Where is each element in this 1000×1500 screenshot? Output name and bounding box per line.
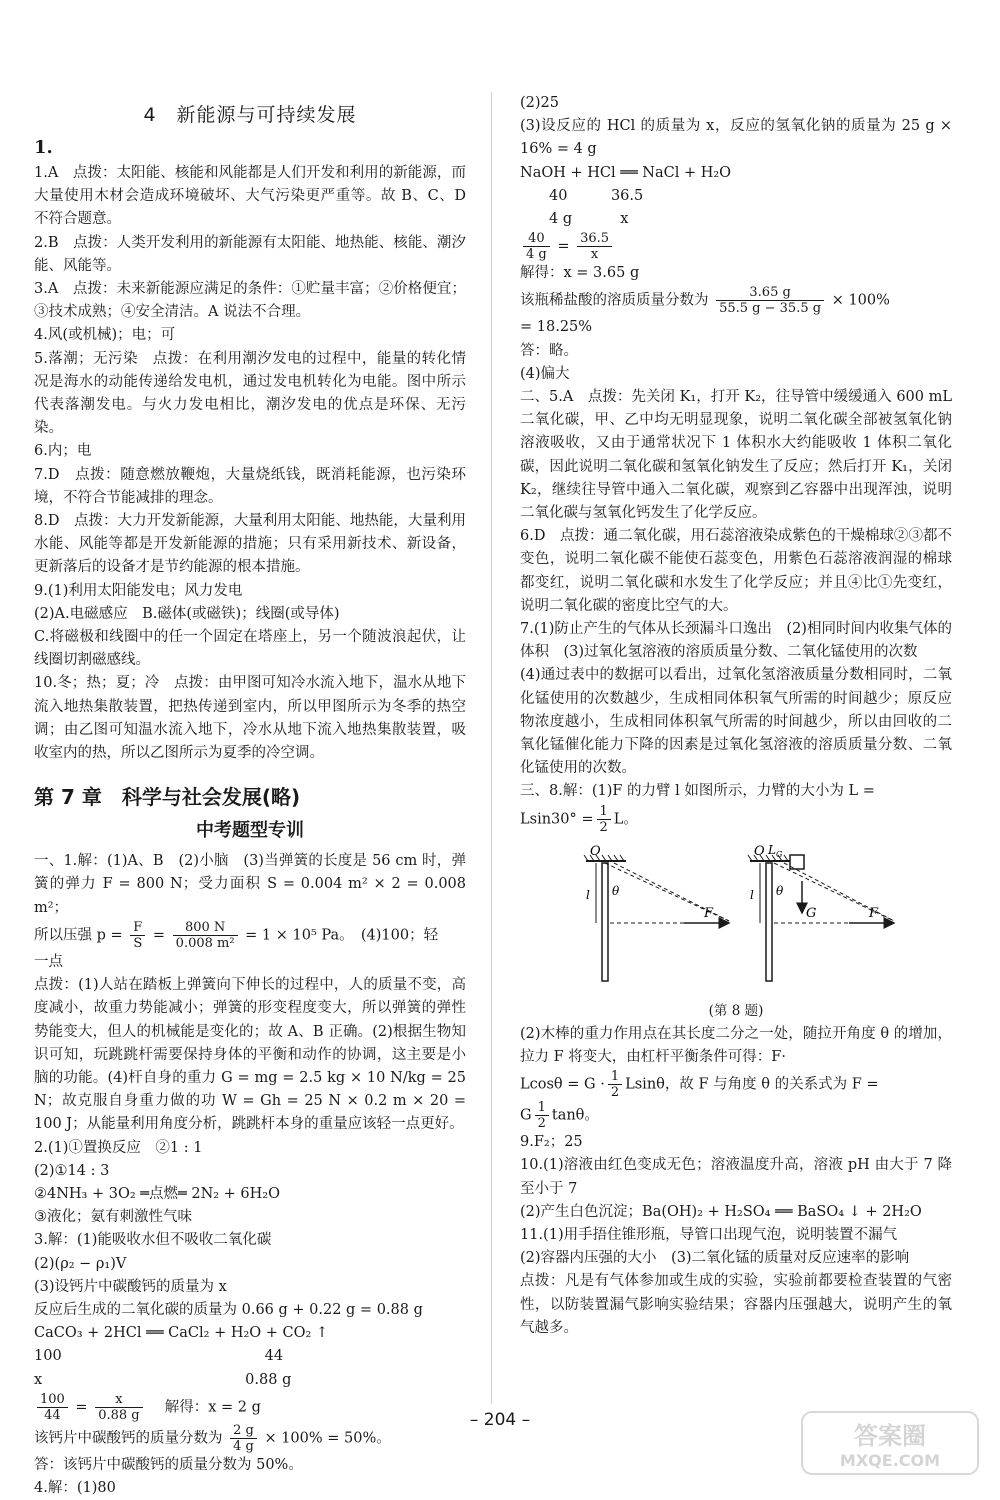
question-1-part-a: 一、1.解：(1)A、B (2)小脑 (3)当弹簧的长度是 56 cm 时，弹簧的弹力 F = 800 N；受力面积 S = 0.004 m² × 2 = 0.008 m²； <box>34 853 471 916</box>
frac-num: 1 <box>535 1100 549 1116</box>
lever-figure-1 <box>584 844 729 981</box>
question-8-part-a <box>520 780 952 834</box>
answer-item-r6: 6.D 点拨：通二氧化碳，用石蕊溶液染成紫色的干燥棉球②③都不变色，说明二氧化碳不能使石蕊变色，用紫色石蕊溶液润湿的棉球都变红，说明二氧化碳和水发生了化学反应；并且④比①先变红，说明二氧化碳的密度比空气的大。 <box>520 528 952 614</box>
frac-num: 800 N <box>173 920 238 936</box>
q8-text: tanθ。 <box>551 1107 599 1124</box>
frac-num: 1 <box>608 1069 622 1085</box>
part-marker: 1. <box>34 137 53 158</box>
right-column <box>520 92 957 1340</box>
eq-prefix: 所以压强 p = <box>34 927 123 944</box>
answer-item-1: 1.A 点拨：太阳能、核能和风能都是人们开发和利用的新能源，而大量使用木材会造成环境破坏、大气污染更严重等。故 B、C、D 不符合题意。 <box>34 165 471 228</box>
lever-diagram <box>544 841 944 991</box>
q8-text: L。 <box>613 811 638 828</box>
eq-suffix: 解得：x = 2 g <box>164 1399 261 1416</box>
label-O: O <box>754 843 765 859</box>
watermark-text: 答案圈 <box>854 1422 926 1450</box>
frac-num: x <box>95 1392 142 1408</box>
fraction-one-half <box>535 1100 549 1131</box>
frac-num: 100 <box>37 1392 68 1408</box>
question-2: 2.(1)①置换反应 ②1 : 1 (2)①14 : 3 ②4NH₃ + 3O₂ ═点燃═ 2N₂ + 6H₂O ③液化；氨有刺激性气味 <box>34 1139 281 1226</box>
answer-item-10: 10.冬；热；夏；冷 点拨：由甲图可知冷水流入地下，温水从地下流入地热集散装置，把热传递到室内，所以甲图所示为冬季的热空调；由乙图可知温水流入地下，冷水从地下流入地热集散装置，吸收室内的热，所以乙图所示为夏季的冷空调。 <box>34 675 466 762</box>
proportion-equation: $\frac{40}{4 g}$ = $\frac{36.5}{x}$ <box>520 231 952 262</box>
frac-den: 4 g <box>526 247 547 263</box>
frac-num: 1 <box>597 804 611 820</box>
figure-caption: (第 8 题) <box>708 1002 764 1019</box>
q8-text: 三、8.解：(1)F 的力臂 l 如图所示，力臂的大小为 L = <box>520 783 875 800</box>
label-theta: θ <box>776 883 784 898</box>
fraction-40-over-4g <box>523 231 550 262</box>
answer-item-r5: 二、5.A 点拨：先关闭 K₁，打开 K₂，往导管中缓缓通入 600 mL 二氧化碳，甲、乙中均无明显现象，说明二氧化碳全部被氢氧化钠溶液吸收，又由于通常状况下 1 体积水大约能吸收 1 体积二氧化碳，因此说明二氧化碳和氢氧化钠发生了反应；然后打开 K₁，关闭 K₂，继续往导管中通入二氧化碳，观察到乙容器中出现浑浊，说明二氧化碳与氢氧化钙发生了化学反应。 <box>520 389 957 522</box>
frac-num: 36.5 <box>577 231 612 247</box>
eq-suffix: × 100% = 50%。 <box>264 1430 391 1447</box>
frac-den: 4 g <box>233 1438 254 1454</box>
label-O: O <box>590 843 601 859</box>
chapter-title: 第 7 章 科学与社会发展(略) <box>34 785 301 810</box>
frac-den: 2 <box>537 1116 546 1132</box>
fraction-hcl <box>716 285 824 316</box>
result-lines: = 18.25% 答：略。 (4)偏大 <box>520 319 593 382</box>
frac-den: 0.008 m² <box>175 935 235 951</box>
question-3: 3.解：(1)能吸收水但不吸收二氧化碳 (2)(ρ₂ − ρ₁)V (3)设钙片中碳酸钙的质量为 x 反应后生成的二氧化碳的质量为 0.66 g + 0.22 g = 0.88 g CaCO₃ + 2HCl ══ CaCl₂ + H₂O + CO₂ ↑ 100 44 x 0.88 g <box>34 1232 423 1388</box>
watermark-url: MXQE.COM <box>839 1451 941 1470</box>
site-watermark <box>800 1410 980 1476</box>
fraction-one-half <box>608 1069 622 1100</box>
answer-item-r11: 11.(1)用手捂住锥形瓶，导管口出现气泡，说明装置不漏气 (2)容器内压强的大小 (3)二氧化锰的质量对反应速率的影响 点拨：凡是有气体参加或生成的实验，实验前都要检查装置的气密性，以防装置漏气影响实验结果；容器内压强越大，说明产生的氧气越多。 <box>520 1226 952 1336</box>
lever-figure-2 <box>748 843 894 981</box>
continued-answer: (2)25 (3)设反应的 HCl 的质量为 x，反应的氢氧化钠的质量为 25 g × 16% = 4 g NaOH + HCl ══ NaCl + H₂O 40 36.5 4 g x <box>520 95 952 228</box>
q8-text: Lsin30° = <box>520 811 594 828</box>
eq-prefix: 该钙片中碳酸钙的质量分数为 <box>34 1430 223 1447</box>
label-l: l <box>586 887 590 902</box>
page-number: – 204 – <box>469 1410 531 1430</box>
label-theta: θ <box>612 883 620 898</box>
frac-num: 2 g <box>230 1423 257 1439</box>
label-F: F <box>869 905 879 921</box>
answer-item-9: 9.(1)利用太阳能发电；风力发电 (2)A.电磁感应 B.磁体(或磁铁)；线圈(或导体) C.将磁极和线圈中的任一个固定在塔座上，另一个随波浪起伏，让线圈切割磁感线。 <box>34 582 466 669</box>
column-divider <box>491 92 492 1404</box>
answer-item-5: 5.落潮；无污染 点拨：在利用潮汐发电的过程中，能量的转化情况是海水的动能传递给发电机，通过发电机转化为电能。图中所示代表落潮发电。与火力发电相比，潮汐发电的优点是环保、无污染。 <box>34 350 466 437</box>
ratio-equation: $\frac{100}{44}$ = $\frac{x}{0.88 g}$ 解得：x = 2 g <box>34 1392 466 1423</box>
answer-item-r7: 7.(1)防止产生的气体从长颈漏斗口逸出 (2)相同时间内收集气体的体积 (3)过氧化氢溶液的溶质质量分数、二氧化锰使用的次数 (4)通过表中的数据可以看出，过氧化氢溶液质量分数相同时，二氧化锰使用的次数越少，生成相同体积氧气所需的时间越少；原反应物浓度越小，生成相同体积氧气所需的时间越少，所以由回收的二氧化锰催化能力下降的因素是过氧化氢溶液的溶质质量分数、二氧化锰使用的次数。 <box>520 621 952 777</box>
answer-item-2: 2.B 点拨：人类开发利用的新能源有太阳能、地热能、核能、潮汐能、风能等。 <box>34 234 466 274</box>
fraction-F-over-S <box>130 920 145 951</box>
left-column <box>34 92 471 1500</box>
fraction-one-half <box>597 804 611 835</box>
answer-item-4: 4.风(或机械)；电；可 <box>34 327 176 344</box>
frac-den: 2 <box>610 1085 620 1101</box>
frac-den: x <box>590 247 599 263</box>
frac-den: 55.5 g − 35.5 g <box>719 301 822 317</box>
q8-text: (2)木棒的重力作用点在其长度二分之一处，随拉开角度 θ 的增加，拉力 F 将变大，由杠杆平衡条件可得：F· <box>520 1025 952 1065</box>
eq-prefix: 该瓶稀盐酸的溶质质量分数为 <box>520 292 709 309</box>
mass-fraction-equation <box>520 285 952 316</box>
q8-text: Lcosθ = G · <box>520 1076 605 1093</box>
q8-text: G <box>520 1107 532 1124</box>
q8-text: Lsinθ，故 F 与角度 θ 的关系式为 F = <box>625 1076 879 1093</box>
lever-figure <box>544 841 952 995</box>
answer-item-r10: 10.(1)溶液由红色变成无色；溶液温度升高，溶液 pH 由大于 7 降至小于 7 (2)产生白色沉淀；Ba(OH)₂ + H₂SO₄ ══ BaSO₄ ↓ + 2H₂O <box>520 1157 952 1220</box>
answer-item-3: 3.A 点拨：未来新能源应满足的条件：①贮量丰富；②价格便宜；③技术成熟；④安全清洁。A 说法不合理。 <box>34 281 466 321</box>
pressure-equation: 所以压强 p = $\frac{F}{S}$ = $\frac{800 N}{\text{0.008 m²}}$ = 1 × 10⁵ Pa。 (4)100；轻 <box>34 919 439 951</box>
question-3-answer: 答：该钙片中碳酸钙的质量分数为 50%。 <box>34 1456 303 1473</box>
answer-item-7: 7.D 点拨：随意燃放鞭炮，大量烧纸钱，既消耗能源，也污染环境，不符合节能减排的理念。 <box>34 466 466 506</box>
subsection-title: 中考题型专训 <box>196 820 304 842</box>
label-LG: L <box>768 842 776 857</box>
frac-den: 0.88 g <box>98 1407 140 1423</box>
label-G: G <box>806 905 817 921</box>
frac-num: F <box>130 920 145 936</box>
question-4: 4.解：(1)80 <box>34 1479 116 1496</box>
label-l: l <box>750 887 754 902</box>
eq-suffix: × 100% <box>831 292 890 309</box>
answer-item-8: 8.D 点拨：大力开发新能源，大量利用太阳能、地热能，大量利用水能、风能等都是开发新能源的措施；只有采用新技术、新设备，更新落后的设备才是节约能源的根本措施。 <box>34 513 466 576</box>
answer-item-r9: 9.F₂；25 <box>520 1134 583 1151</box>
fraction-800-over-area <box>173 920 238 951</box>
frac-num: 3.65 g <box>716 285 824 301</box>
section-title: 4 新能源与可持续发展 <box>143 104 357 126</box>
question-8-part-b <box>520 1023 952 1131</box>
solution-line: 解得：x = 3.65 g <box>520 265 640 282</box>
answer-item-6: 6.内；电 <box>34 443 92 460</box>
fraction-36-5-over-x <box>577 231 612 262</box>
label-LG-sub: G <box>776 849 783 859</box>
frac-den: 44 <box>44 1407 61 1423</box>
frac-den: 2 <box>599 819 608 835</box>
frac-num: 40 <box>523 231 550 247</box>
label-F: F <box>704 905 714 921</box>
eq-suffix: = 1 × 10⁵ Pa。 (4)100；轻 <box>245 927 439 944</box>
question-1-part-b: 一点 点拨：(1)人站在踏板上弹簧向下伸长的过程中，人的质量不变，高度减小，故重力势能减小；弹簧的形变程度变大，所以弹簧的弹性势能变大，但人的机械能是变化的；故 A、B 正确。(2)根据生物知识可知，玩跳跳杆需要保持身体的平衡和动作的协调，这主要是小脑的功能。(4)杆自身的重力 G = mg = 2.5 kg × 10 N/kg = 25 N；故克服自身重力做的功 W = Gh = 25 N × 0.2 m × 20 = 100 J；从能量利用角度分析，跳跳杆本身的重量应该轻一点更好。 <box>34 953 466 1133</box>
frac-den: S <box>133 935 143 951</box>
